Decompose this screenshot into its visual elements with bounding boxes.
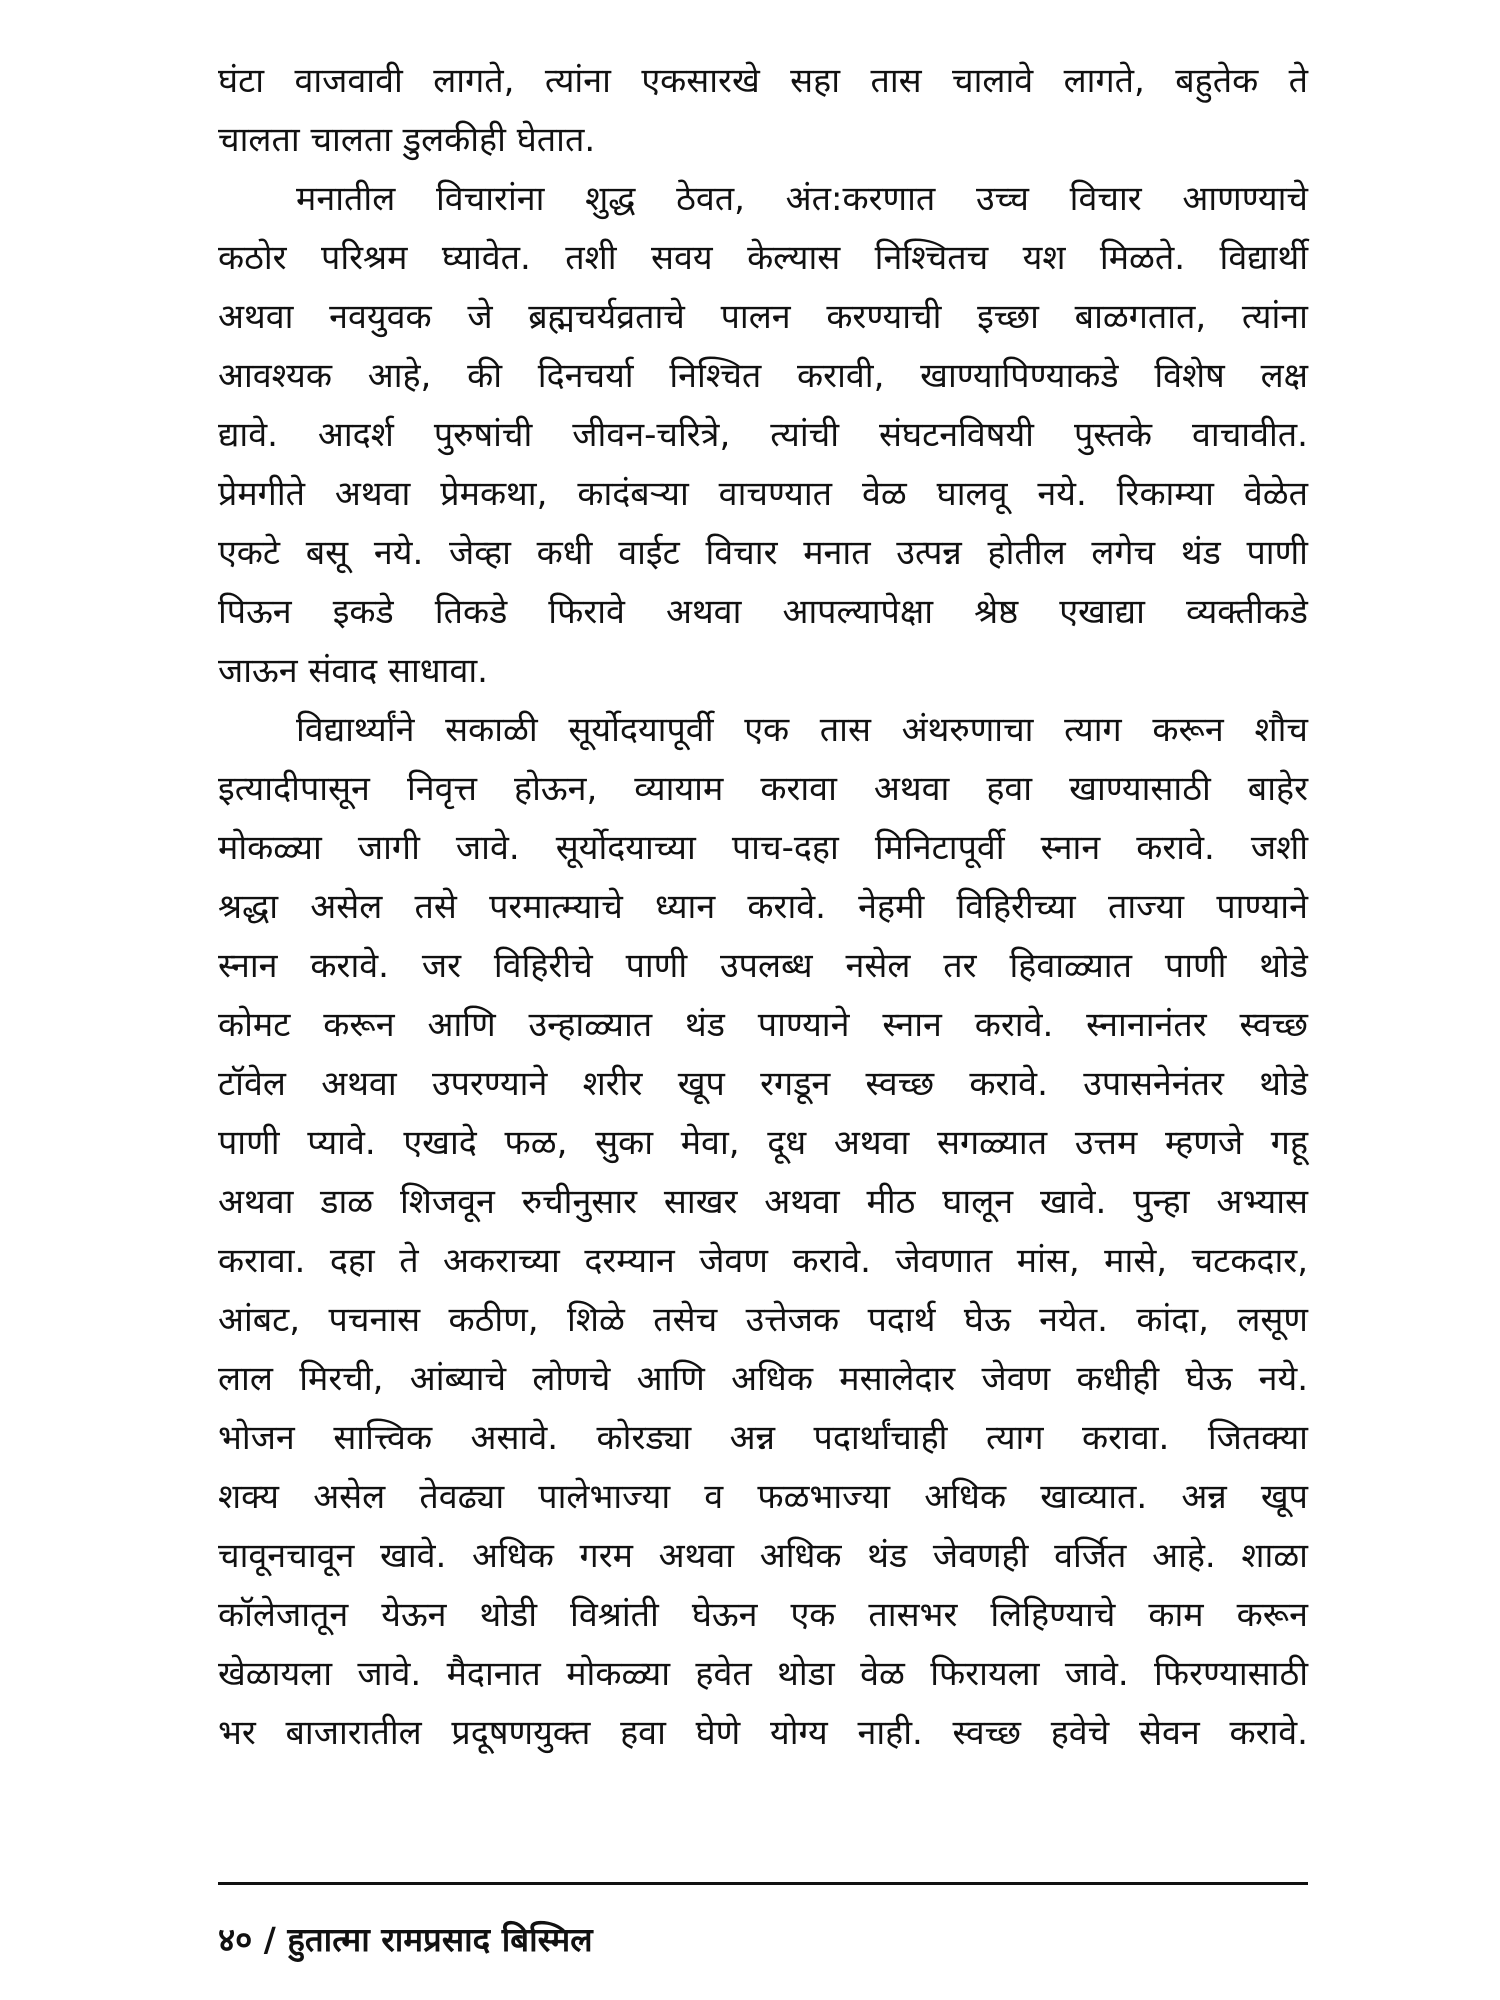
text-line: घंटा वाजवावी लागते, त्यांना एकसारखे सहा तास चालावे लागते, बहुतेक ते — [218, 61, 1308, 101]
text-line: कॉलेजातून येऊन थोडी विश्रांती घेऊन एक तासभर लिहिण्याचे काम करून — [218, 1595, 1308, 1635]
text-line: अथवा नवयुवक जे ब्रह्मचर्यव्रताचे पालन करण्याची इच्छा बाळगतात, त्यांना — [218, 297, 1308, 337]
text-line: श्रद्धा असेल तसे परमात्म्याचे ध्यान करावे. नेहमी विहिरीच्या ताज्या पाण्याने — [218, 887, 1308, 927]
text-line: कोमट करून आणि उन्हाळ्यात थंड पाण्याने स्नान करावे. स्नानानंतर स्वच्छ — [218, 1005, 1308, 1045]
text-line: आवश्यक आहे, की दिनचर्या निश्चित करावी, खाण्यापिण्याकडे विशेष लक्ष — [218, 356, 1308, 396]
text-line: मनातील विचारांना शुद्ध ठेवत, अंत:करणात उच्च विचार आणण्याचे — [296, 179, 1308, 219]
text-line: इत्यादीपासून निवृत्त होऊन, व्यायाम करावा अथवा हवा खाण्यासाठी बाहेर — [218, 769, 1308, 809]
text-line: जाऊन संवाद साधावा. — [218, 651, 488, 691]
text-line: अथवा डाळ शिजवून रुचीनुसार साखर अथवा मीठ घालून खावे. पुन्हा अभ्यास — [218, 1182, 1308, 1222]
text-line: भोजन सात्त्विक असावे. कोरड्या अन्न पदार्थांचाही त्याग करावा. जितक्या — [218, 1418, 1308, 1458]
text-line: करावा. दहा ते अकराच्या दरम्यान जेवण करावे. जेवणात मांस, मासे, चटकदार, — [218, 1241, 1308, 1281]
text-line: खेळायला जावे. मैदानात मोकळ्या हवेत थोडा वेळ फिरायला जावे. फिरण्यासाठी — [218, 1654, 1308, 1694]
text-line: चावूनचावून खावे. अधिक गरम अथवा अधिक थंड जेवणही वर्जित आहे. शाळा — [218, 1536, 1308, 1576]
page-footer: ४० / हुतात्मा रामप्रसाद बिस्मिल — [218, 1920, 593, 1959]
text-line: कठोर परिश्रम घ्यावेत. तशी सवय केल्यास निश्चितच यश मिळते. विद्यार्थी — [218, 238, 1308, 278]
text-line: मोकळ्या जागी जावे. सूर्योदयाच्या पाच-दहा मिनिटापूर्वी स्नान करावे. जशी — [218, 828, 1308, 868]
text-line: चालता चालता डुलकीही घेतात. — [218, 120, 596, 160]
text-line: स्नान करावे. जर विहिरीचे पाणी उपलब्ध नसेल तर हिवाळ्यात पाणी थोडे — [218, 946, 1308, 986]
text-line: टॉवेल अथवा उपरण्याने शरीर खूप रगडून स्वच्छ करावे. उपासनेनंतर थोडे — [218, 1064, 1308, 1104]
text-line: एकटे बसू नये. जेव्हा कधी वाईट विचार मनात उत्पन्न होतील लगेच थंड पाणी — [218, 533, 1308, 573]
text-line: प्रेमगीते अथवा प्रेमकथा, कादंबऱ्या वाचण्यात वेळ घालवू नये. रिकाम्या वेळेत — [218, 474, 1308, 514]
text-line: शक्य असेल तेवढ्या पालेभाज्या व फळभाज्या अधिक खाव्यात. अन्न खूप — [218, 1477, 1308, 1517]
text-line: विद्यार्थ्यांने सकाळी सूर्योदयापूर्वी एक तास अंथरुणाचा त्याग करून शौच — [296, 710, 1308, 750]
text-line: पाणी प्यावे. एखादे फळ, सुका मेवा, दूध अथवा सगळ्यात उत्तम म्हणजे गहू — [218, 1123, 1308, 1163]
text-line: आंबट, पचनास कठीण, शिळे तसेच उत्तेजक पदार्थ घेऊ नयेत. कांदा, लसूण — [218, 1300, 1308, 1340]
text-line: भर बाजारातील प्रदूषणयुक्त हवा घेणे योग्य नाही. स्वच्छ हवेचे सेवन करावे. — [218, 1713, 1308, 1753]
text-line: द्यावे. आदर्श पुरुषांची जीवन-चरित्रे, त्यांची संघटनविषयी पुस्तके वाचावीत. — [218, 415, 1308, 455]
text-line: लाल मिरची, आंब्याचे लोणचे आणि अधिक मसालेदार जेवण कधीही घेऊ नये. — [218, 1359, 1308, 1399]
body-text — [218, 52, 1308, 1763]
text-line: पिऊन इकडे तिकडे फिरावे अथवा आपल्यापेक्षा श्रेष्ठ एखाद्या व्यक्तीकडे — [218, 592, 1308, 632]
footer-divider — [218, 1882, 1308, 1885]
